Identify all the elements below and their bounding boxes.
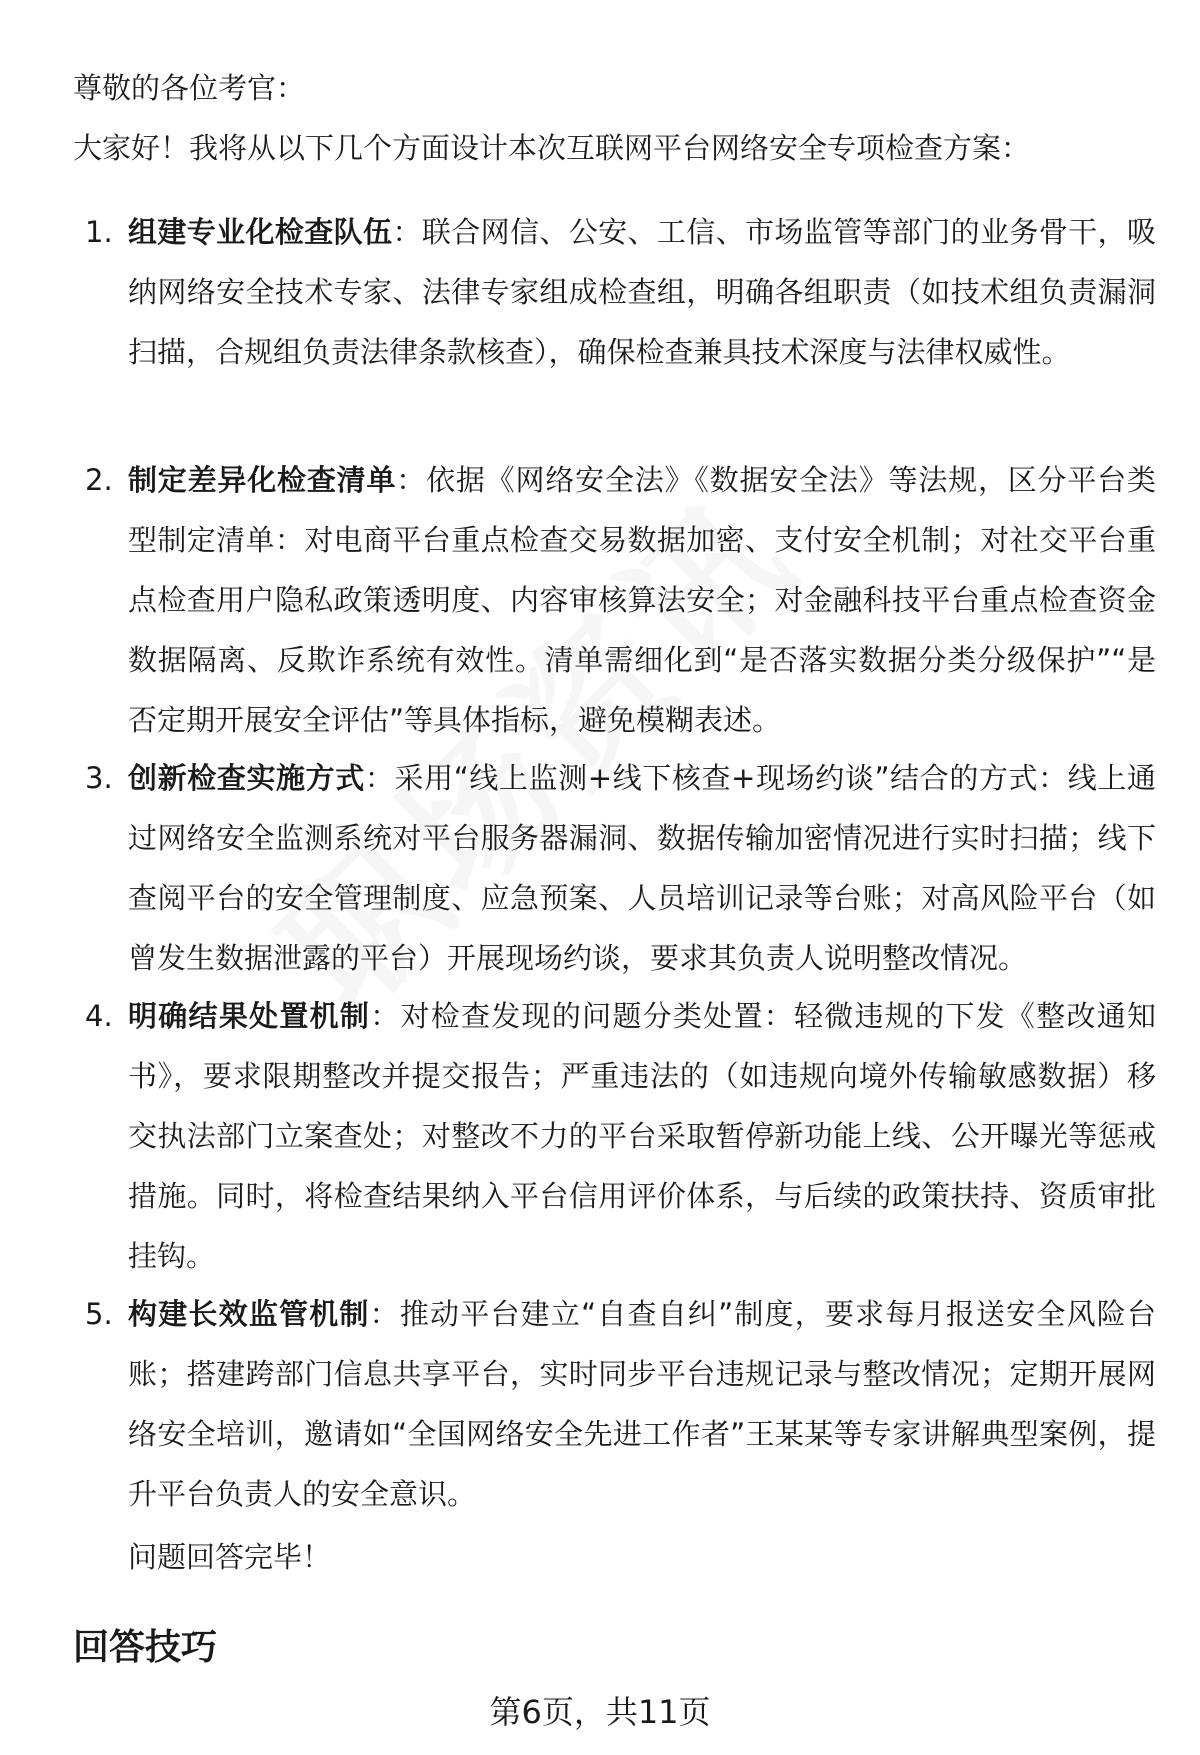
item-text — [128, 450, 1156, 750]
item-text — [128, 202, 1156, 382]
item-body: ：推动平台建立“自查自纠”制度，要求每月报送安全风险台账；搭建跨部门信息共享平台，实时同步平台违规记录与整改情况；定期开展网络安全培训，邀请如“全国网络安全先进工作者”王某某等专家讲解典型案例，提升平台负责人的安全意识。 — [128, 1297, 1156, 1511]
item-number: 3. — [85, 761, 113, 795]
item-number: 1. — [85, 215, 113, 249]
item-text — [128, 986, 1156, 1286]
item-title: 构建长效监管机制 — [128, 1297, 370, 1331]
page-number-footer: 第6页，共11页 — [489, 1693, 711, 1731]
item-number: 2. — [85, 463, 113, 497]
item-title: 明确结果处置机制 — [128, 999, 371, 1033]
item-body: ：采用“线上监测+线下核查+现场约谈”结合的方式：线上通过网络安全监测系统对平台服务器漏洞、数据传输加密情况进行实时扫描；线下查阅平台的安全管理制度、应急预案、人员培训记录等台账；对高风险平台（如曾发生数据泄露的平台）开展现场约谈，要求其负责人说明整改情况。 — [128, 761, 1156, 975]
item-text — [128, 748, 1156, 988]
section-heading: 回答技巧 — [73, 1627, 218, 1668]
greeting: 尊敬的各位考官： — [73, 71, 306, 105]
intro-paragraph: 大家好！我将从以下几个方面设计本次互联网平台网络安全专项检查方案： — [73, 131, 1031, 165]
item-body: ：对检查发现的问题分类处置：轻微违规的下发《整改通知书》，要求限期整改并提交报告；严重违法的（如违规向境外传输敏感数据）移交执法部门立案查处；对整改不力的平台采取暂停新功能上线、公开曝光等惩戒措施。同时，将检查结果纳入平台信用评价体系，与后续的政策扶持、资质审批挂钩。 — [128, 999, 1156, 1273]
item-body: ：联合网信、公安、工信、市场监管等部门的业务骨干，吸纳网络安全技术专家、法律专家组成检查组，明确各组职责（如技术组负责漏洞扫描，合规组负责法律条款核查），确保检查兼具技术深度与法律权威性。 — [128, 215, 1156, 369]
item-body: ：依据《网络安全法》《数据安全法》等法规，区分平台类型制定清单：对电商平台重点检查交易数据加密、支付安全机制；对社交平台重点检查用户隐私政策透明度、内容审核算法安全；对金融科技平台重点检查资金数据隔离、反欺诈系统有效性。清单需细化到“是否落实数据分类分级保护”“是否定期开展安全评估”等具体指标，避免模糊表述。 — [128, 463, 1156, 737]
item-number: 5. — [85, 1297, 113, 1331]
item-text — [128, 1284, 1156, 1524]
item-title: 创新检查实施方式 — [128, 761, 365, 795]
item-number: 4. — [85, 999, 113, 1033]
closing-text: 问题回答完毕！ — [128, 1540, 332, 1574]
item-title: 制定差异化检查清单 — [128, 463, 397, 497]
item-title: 组建专业化检查队伍 — [128, 215, 393, 249]
